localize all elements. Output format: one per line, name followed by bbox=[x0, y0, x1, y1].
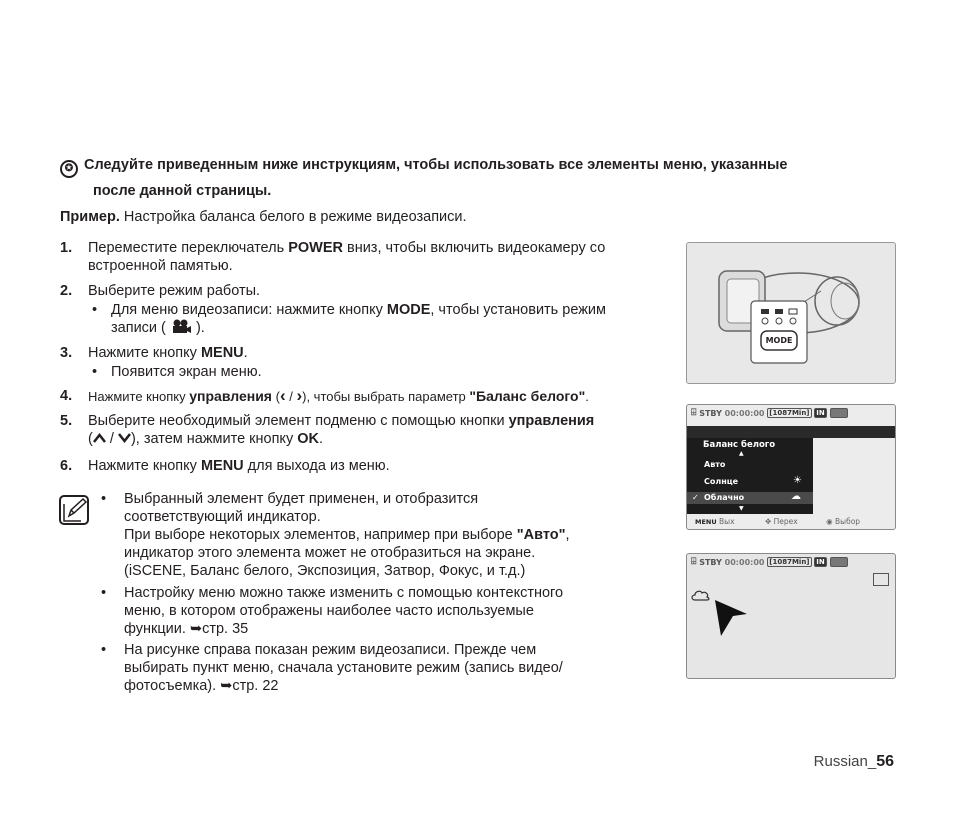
camera-illustration bbox=[686, 242, 896, 384]
lcd1-status-bar: ⌹ STBY 00:00:00 [1087Min] IN bbox=[691, 408, 889, 422]
battery-icon bbox=[830, 557, 848, 567]
star-icon: ✪ bbox=[60, 160, 78, 178]
note-pencil-icon bbox=[58, 494, 90, 526]
submenu-selected-highlight bbox=[687, 492, 813, 504]
lcd1-submenu: Баланс белого ▲ Авто Солнце ☀ ✓ Облачно ☁ ▼ bbox=[687, 438, 813, 514]
intro-heading: ✪ Следуйте приведенным ниже инструкциям, чтобы использовать все элементы меню, указанные после данной страницы. bbox=[60, 152, 900, 204]
pointer-arrow-icon bbox=[713, 598, 749, 638]
page-ref-arrow-icon: ➥ bbox=[220, 678, 233, 694]
bullet: • bbox=[101, 491, 107, 507]
lcd1-menu-tabs bbox=[687, 426, 895, 438]
bullet: • bbox=[101, 642, 107, 658]
ok-icon: ◉ bbox=[826, 517, 833, 526]
lcd2-status-bar: ⌹ STBY 00:00:00 [1087Min] IN bbox=[691, 557, 889, 571]
quality-icon bbox=[873, 573, 889, 586]
battery-icon bbox=[830, 408, 848, 418]
page-ref-arrow-icon: ➥ bbox=[189, 621, 203, 637]
cloud-icon bbox=[691, 588, 711, 602]
submenu-item-auto[interactable]: Авто bbox=[704, 460, 726, 469]
lcd-menu-screen bbox=[686, 404, 896, 530]
chevron-up-icon bbox=[93, 433, 106, 443]
bullet: • bbox=[92, 302, 98, 318]
submenu-item-cloudy[interactable]: Облачно bbox=[704, 493, 745, 502]
video-camera-icon bbox=[170, 319, 192, 334]
lcd1-footer: MENU Вых ✥ Перех ◉ Выбор bbox=[695, 517, 861, 526]
page-footer: Russian_56 bbox=[813, 753, 894, 770]
submenu-item-sun[interactable]: Солнце bbox=[704, 477, 739, 486]
example-line: Пример. Настройка баланса белого в режиме видеозаписи. bbox=[60, 209, 467, 225]
submenu-down-arrow-icon: ▼ bbox=[739, 505, 744, 512]
chevron-left-icon: ‹ bbox=[279, 386, 286, 405]
cloud-icon: ☁ bbox=[791, 491, 801, 502]
submenu-up-arrow-icon: ▲ bbox=[739, 450, 744, 457]
bullet: • bbox=[92, 364, 98, 380]
bullet: • bbox=[101, 585, 107, 601]
storage-icon: ⌹ bbox=[691, 557, 697, 567]
storage-icon: ⌹ bbox=[691, 408, 697, 418]
chevron-right-icon: › bbox=[296, 386, 303, 405]
joystick-icon: ✥ bbox=[764, 517, 772, 526]
mode-button: MODE bbox=[765, 336, 793, 345]
camcorder-drawing bbox=[687, 243, 895, 383]
check-icon: ✓ bbox=[692, 493, 699, 502]
lcd-record-screen bbox=[686, 553, 896, 679]
chevron-down-icon bbox=[118, 433, 131, 443]
sun-icon: ☀ bbox=[793, 475, 802, 486]
